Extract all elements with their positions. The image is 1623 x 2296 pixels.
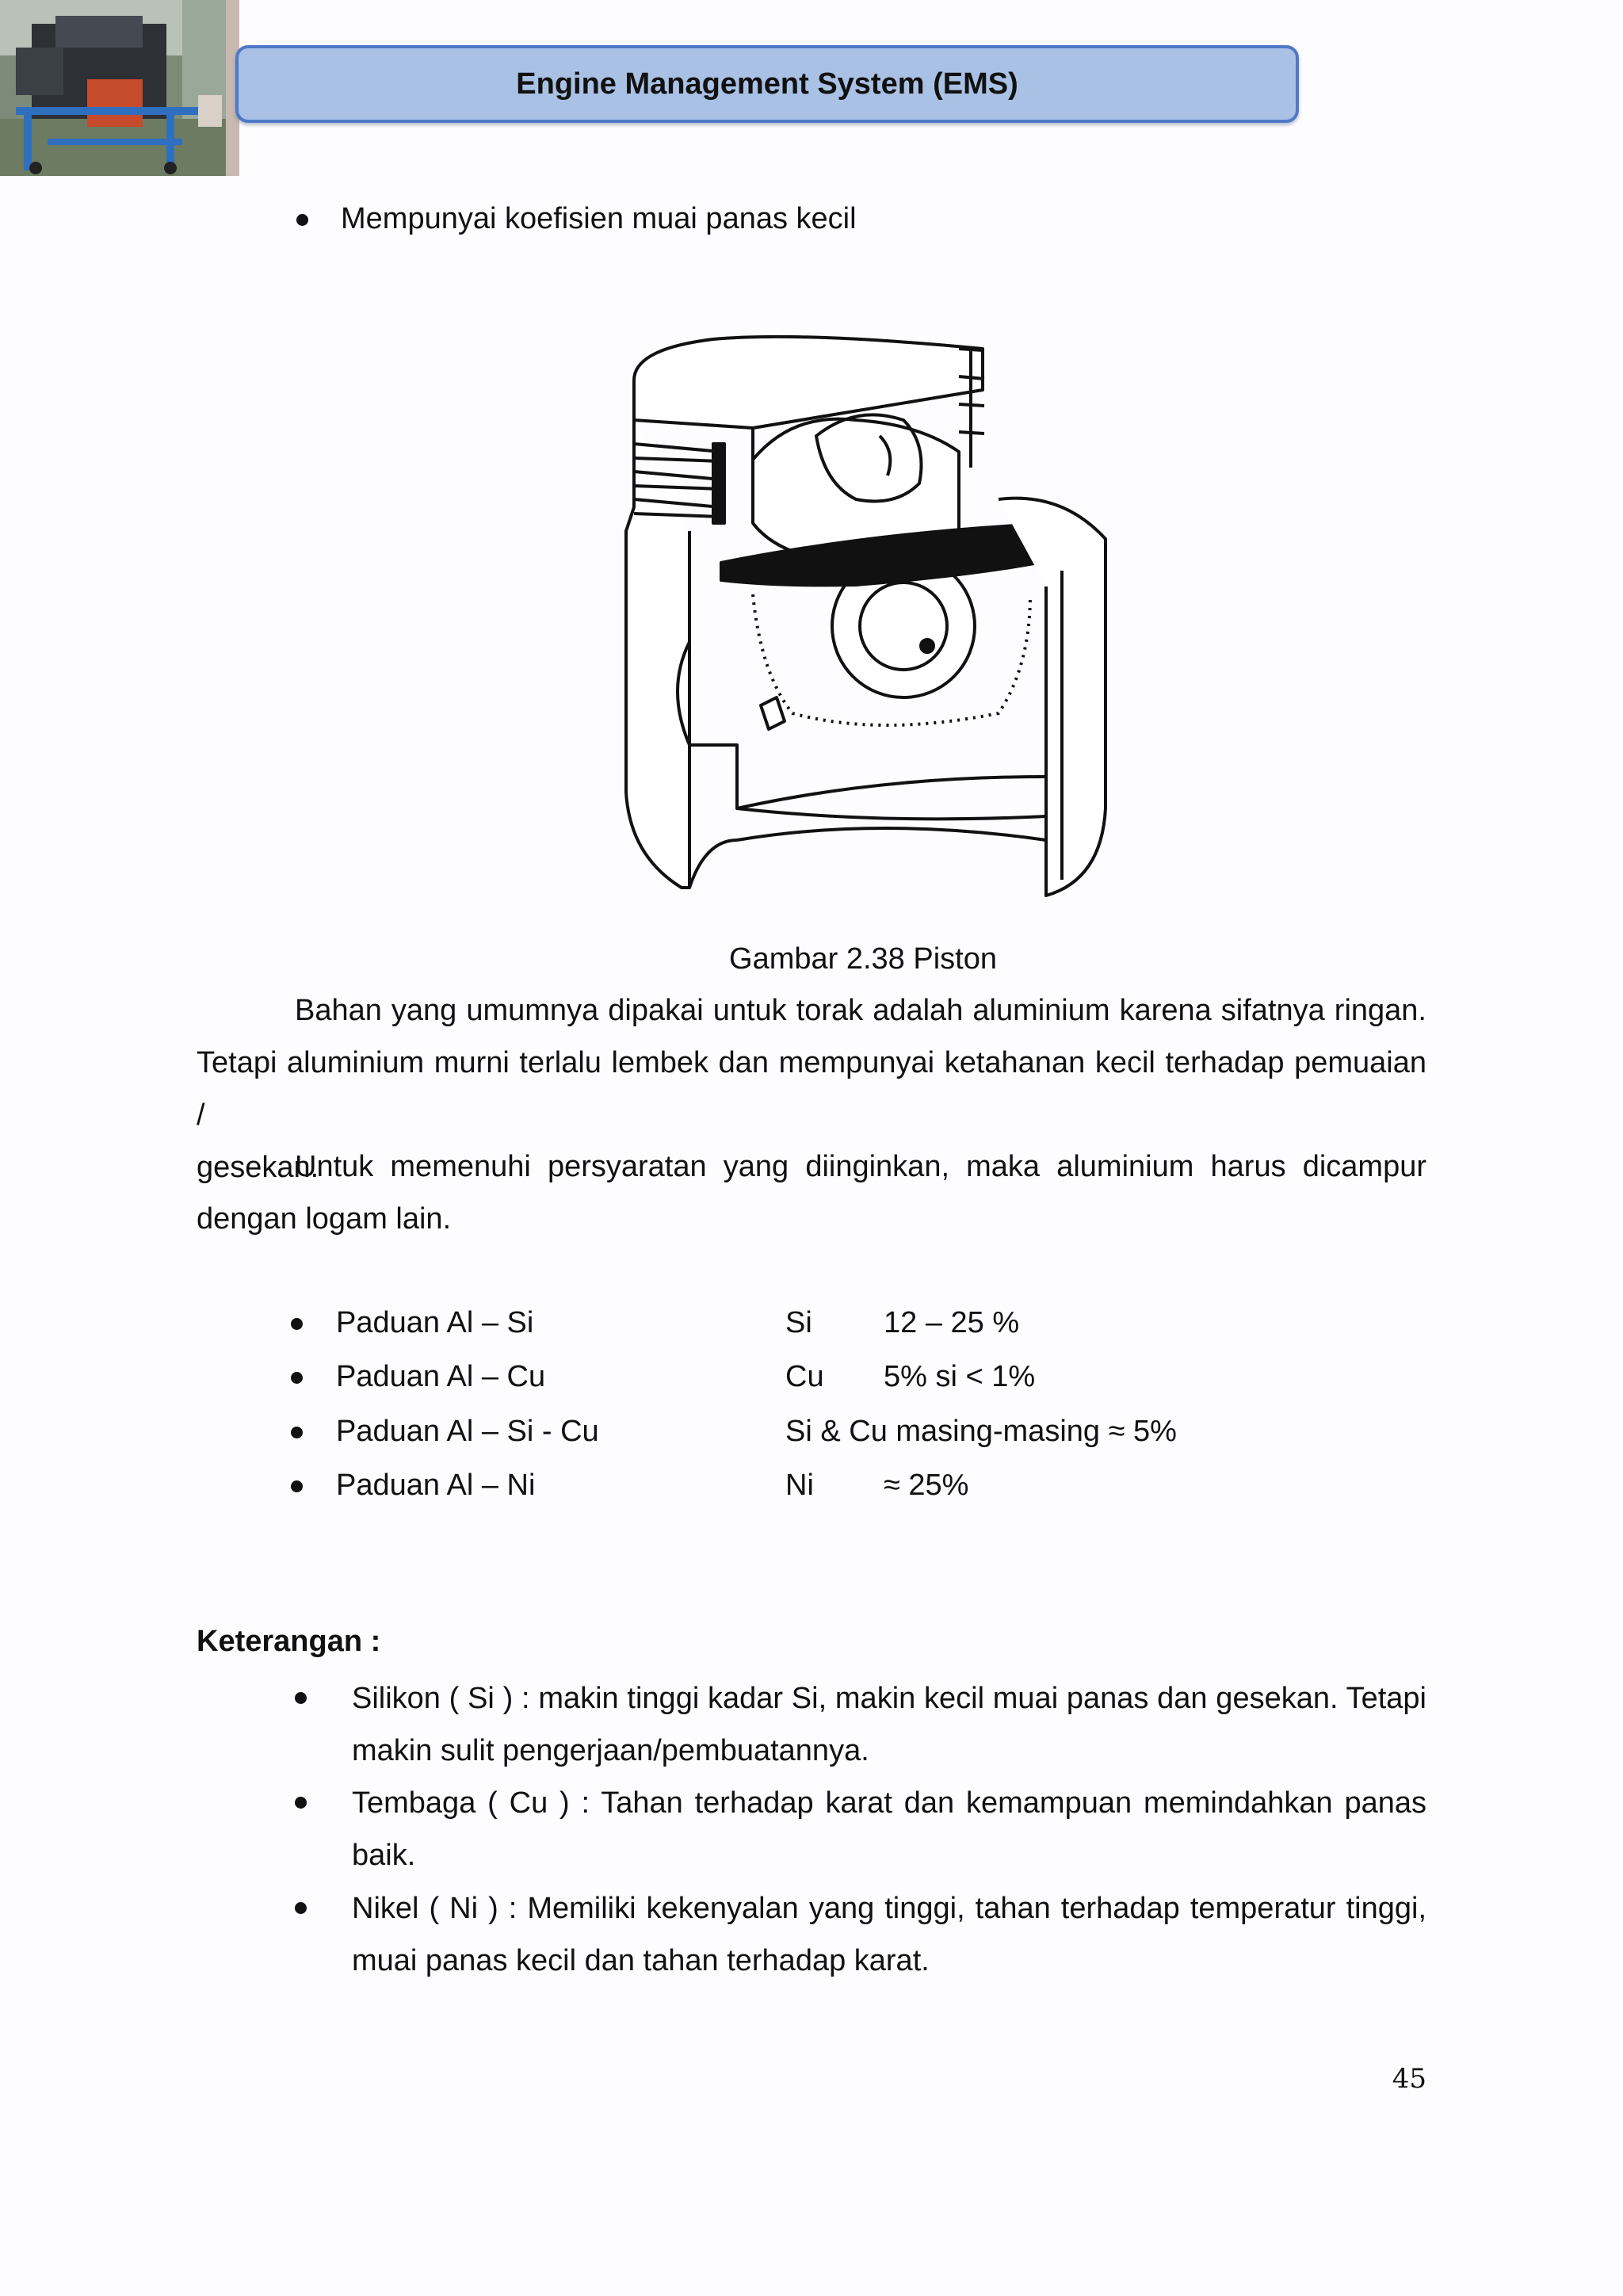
notes-heading: Keterangan : [197, 1625, 381, 1658]
alloy-name: Paduan Al – Si [336, 1306, 534, 1339]
paragraph-line: Untuk memenuhi persyaratan yang diinginkan, maka aluminium harus dicampur [295, 1150, 1426, 1183]
alloy-value: 5% si < 1% [884, 1360, 1036, 1393]
alloy-element: Si [785, 1306, 812, 1339]
header-banner [235, 45, 1299, 123]
bullet-icon [291, 1427, 303, 1438]
bullet-icon [295, 1692, 307, 1704]
paragraph-line: gesekan. [197, 1151, 319, 1184]
note-line: Silikon ( Si ) : makin tinggi kadar Si, makin kecil muai panas dan gesekan. Tetapi [352, 1682, 1426, 1715]
bullet-icon [291, 1318, 303, 1330]
alloy-name: Paduan Al – Ni [336, 1469, 536, 1502]
engine-stand-photo [0, 0, 239, 176]
alloy-name: Paduan Al – Si - Cu [336, 1415, 599, 1448]
alloy-element: Cu [785, 1360, 824, 1393]
alloy-value: 12 – 25 % [884, 1306, 1020, 1339]
paragraph-line: dengan logam lain. [197, 1202, 452, 1236]
note-line: baik. [352, 1839, 416, 1872]
note-line: Tembaga ( Cu ) : Tahan terhadap karat dan kemampuan memindahkan panas [352, 1786, 1426, 1820]
bullet-icon [291, 1372, 303, 1384]
note-line: makin sulit pengerjaan/pembuatannya. [352, 1734, 869, 1767]
paragraph-line: Bahan yang umumnya dipakai untuk torak adalah aluminium karena sifatnya ringan. [295, 994, 1426, 1027]
note-item-tembaga [352, 1777, 1426, 1881]
bullet-icon [291, 1480, 303, 1492]
page-number: 45 [1392, 2063, 1426, 2095]
note-line: muai panas kecil dan tahan terhadap karat. [352, 1944, 930, 1977]
alloy-name: Paduan Al – Cu [336, 1360, 546, 1393]
note-line: Nikel ( Ni ) : Memiliki kekenyalan yang tinggi, tahan terhadap temperatur tinggi, [352, 1892, 1426, 1925]
figure-caption: Gambar 2.38 Piston [729, 942, 997, 976]
bullet-icon [295, 1797, 307, 1809]
bullet-icon [295, 1902, 307, 1914]
header-title: Engine Management System (EMS) [516, 67, 1018, 101]
paragraph-2 [197, 1140, 1426, 1245]
note-item-nikel [352, 1882, 1426, 1987]
alloy-value: ≈ 25% [884, 1469, 969, 1502]
piston-cutaway-illustration [618, 333, 1125, 911]
top-bullet-text: Mempunyai koefisien muai panas kecil [341, 202, 857, 235]
note-item-silikon [352, 1672, 1426, 1777]
alloy-element: Ni [785, 1469, 814, 1502]
paragraph-line: Tetapi aluminium murni terlalu lembek dan mempunyai ketahanan kecil terhadap pemuaian / [197, 1046, 1426, 1132]
bullet-icon [296, 214, 308, 226]
alloy-element: Si & Cu masing-masing ≈ 5% [785, 1415, 1177, 1448]
